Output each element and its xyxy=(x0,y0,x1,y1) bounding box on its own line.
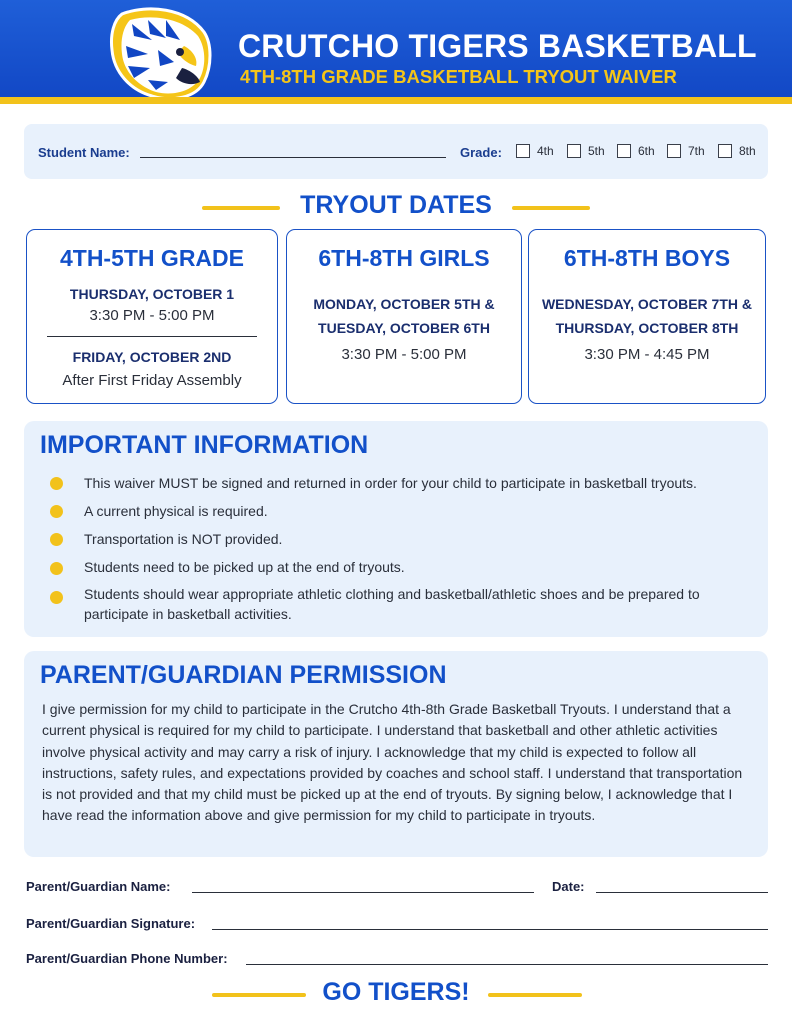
footer-slogan: GO TIGERS! xyxy=(322,978,470,1006)
card-time: 3:30 PM - 5:00 PM xyxy=(341,346,467,363)
date-field[interactable] xyxy=(596,892,768,893)
grade-option-label: 6th xyxy=(638,144,655,158)
tryout-card-boys xyxy=(528,229,766,404)
grade-option-label: 4th xyxy=(537,144,554,158)
bullet-icon xyxy=(50,562,63,575)
bullet-icon xyxy=(50,477,63,490)
important-info-panel xyxy=(24,421,768,637)
bullet-icon xyxy=(50,591,63,604)
grade-checkbox[interactable] xyxy=(718,144,732,158)
grade-checkbox[interactable] xyxy=(516,144,530,158)
important-info-heading: IMPORTANT INFORMATION xyxy=(40,431,369,459)
grade-option-4th[interactable] xyxy=(516,144,554,158)
page-subtitle: 4TH-8TH GRADE BASKETBALL TRYOUT WAIVER xyxy=(240,66,677,87)
grade-checkbox[interactable] xyxy=(567,144,581,158)
footer-rule-right xyxy=(488,993,582,997)
student-info-bar xyxy=(24,124,768,179)
guardian-name-label: Parent/Guardian Name: xyxy=(26,879,171,894)
heading-rule-left xyxy=(202,206,280,210)
permission-text: I give permission for my child to participate in the Crutcho 4th-8th Grade Basketball Tryouts. I understand that a current physical is required for my child to participate. I understand that basketball and other athletic activities involve physical activity and may carry a risk of injury. I acknowledge that my child is expected to follow all instructions, safety rules, and expectations provided by coaches and school staff. I understand that transportation is not provided and that my child must be picked up at the end of tryouts. By signing below, I acknowledge that I have read the information above and give permission for my child to participate in tryouts. xyxy=(42,701,743,824)
tryout-dates-heading: TRYOUT DATES xyxy=(300,191,492,219)
card-time: 3:30 PM - 4:45 PM xyxy=(584,346,710,363)
card-title: 4TH-5TH GRADE xyxy=(59,245,244,271)
guardian-signature-field[interactable] xyxy=(212,929,768,930)
card-time: After First Friday Assembly xyxy=(62,372,242,389)
grade-checkbox[interactable] xyxy=(617,144,631,158)
grade-option-8th[interactable] xyxy=(718,144,756,158)
grade-checkbox[interactable] xyxy=(667,144,681,158)
permission-heading: PARENT/GUARDIAN PERMISSION xyxy=(40,661,447,689)
card-title: 6TH-8TH GIRLS xyxy=(318,245,490,271)
card-day: THURSDAY, OCTOBER 1 xyxy=(69,286,235,302)
card-day: THURSDAY, OCTOBER 8TH xyxy=(555,320,739,336)
bullet-icon xyxy=(50,505,63,518)
info-item: Students should wear appropriate athletic clothing and basketball/athletic shoes and be prepared to participate in basketball activities. xyxy=(84,586,700,622)
card-day: WEDNESDAY, OCTOBER 7TH & xyxy=(541,296,753,312)
permission-panel xyxy=(24,651,768,857)
card-divider xyxy=(47,336,257,337)
page-title: CRUTCHO TIGERS BASKETBALL xyxy=(238,28,757,64)
grade-option-label: 5th xyxy=(588,144,605,158)
tryout-card-girls xyxy=(286,229,522,404)
guardian-name-field[interactable] xyxy=(192,892,534,893)
grade-option-6th[interactable] xyxy=(617,144,655,158)
footer-rule-left xyxy=(212,993,306,997)
guardian-phone-field[interactable] xyxy=(246,964,768,965)
card-day: MONDAY, OCTOBER 5TH & xyxy=(313,296,495,312)
bullet-icon xyxy=(50,533,63,546)
tryout-card-4th-5th xyxy=(26,229,278,404)
info-item: A current physical is required. xyxy=(84,503,268,519)
guardian-phone-label: Parent/Guardian Phone Number: xyxy=(26,951,228,966)
grade-option-5th[interactable] xyxy=(567,144,605,158)
card-day: FRIDAY, OCTOBER 2ND xyxy=(72,349,232,365)
header-banner xyxy=(0,0,792,104)
card-day: TUESDAY, OCTOBER 6TH xyxy=(318,320,490,336)
grade-option-label: 8th xyxy=(739,144,756,158)
grade-option-label: 7th xyxy=(688,144,705,158)
info-item: Transportation is NOT provided. xyxy=(84,531,283,547)
student-name-label: Student Name: xyxy=(38,145,130,160)
card-title: 6TH-8TH BOYS xyxy=(563,245,731,271)
grade-option-7th[interactable] xyxy=(667,144,705,158)
info-item: This waiver MUST be signed and returned in order for your child to participate in basketball tryouts. xyxy=(84,475,697,491)
guardian-signature-label: Parent/Guardian Signature: xyxy=(26,916,196,931)
heading-rule-right xyxy=(512,206,590,210)
student-name-field[interactable] xyxy=(140,157,446,158)
grade-label: Grade: xyxy=(460,145,502,160)
info-item: Students need to be picked up at the end of tryouts. xyxy=(84,559,405,575)
card-time: 3:30 PM - 5:00 PM xyxy=(89,307,215,324)
tiger-logo-icon xyxy=(108,6,216,102)
date-label: Date: xyxy=(552,879,585,894)
